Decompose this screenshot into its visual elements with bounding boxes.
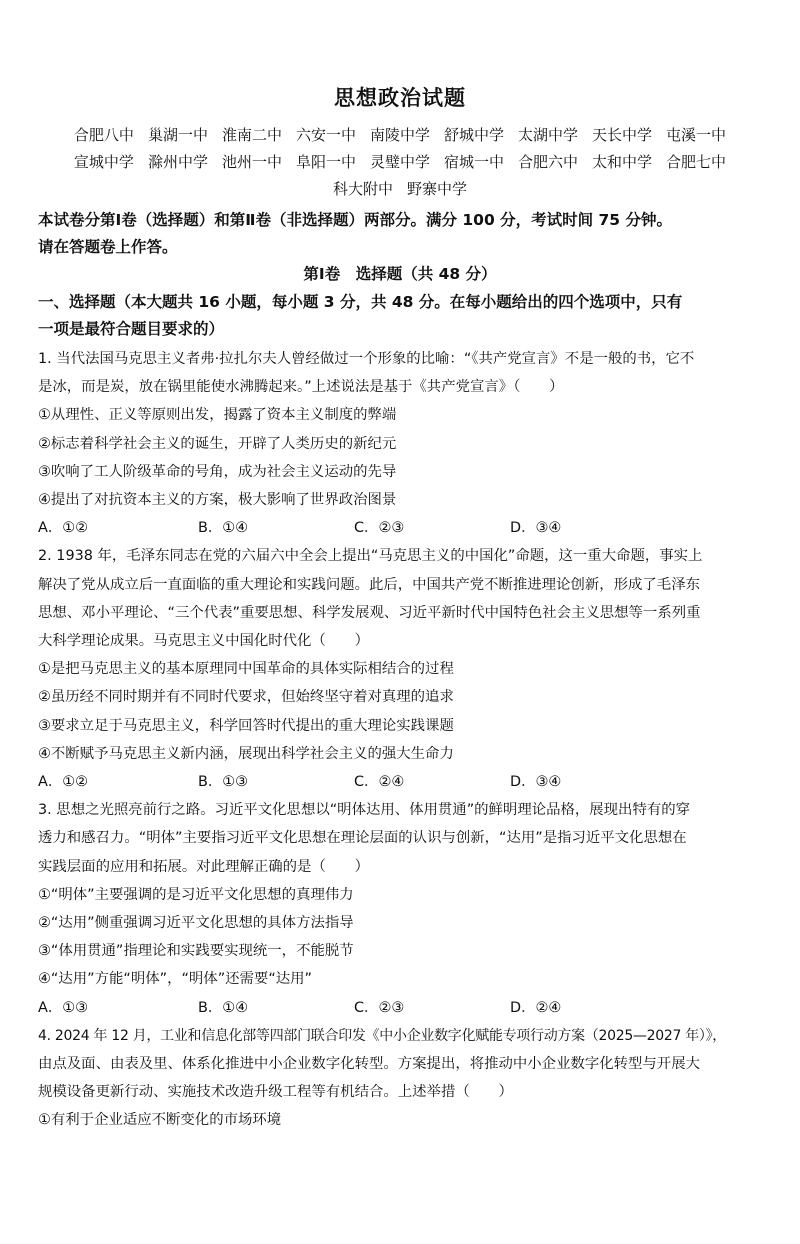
school-list	[0, 122, 800, 203]
answer-choice-b: B．①④	[198, 999, 249, 1016]
answer-choice-c: C．②③	[354, 999, 405, 1016]
answer-choice-a: A．①③	[38, 999, 89, 1016]
statement-option: ①从理性、正义等原则出发，揭露了资本主义制度的弊端	[38, 407, 397, 424]
answer-choices	[38, 768, 784, 796]
school-name: 合肥八中	[73, 126, 134, 144]
school-name: 灵璧中学	[369, 153, 430, 171]
school-name: 合肥七中	[666, 153, 727, 171]
school-name: 太湖中学	[518, 126, 579, 144]
school-name: 宣城中学	[73, 153, 134, 171]
school-row	[0, 176, 800, 203]
section-title-line: 一项是最符合题目要求的）	[38, 320, 225, 338]
answer-choices	[38, 514, 784, 542]
school-name: 屯溪一中	[666, 126, 727, 144]
question-stem-line: 由点及面、由表及里、体系化推进中小企业数字化转型。方案提出，将推动中小企业数字化转型与开展大	[38, 1056, 700, 1073]
school-name: 野寨中学	[407, 180, 468, 198]
instruction-line: 请在答题卷上作答。	[38, 238, 178, 256]
question-stem-line: 解决了党从成立后一直面临的重大理论和实践问题。此后，中国共产党不断推进理论创新，形成了毛泽东	[38, 576, 700, 593]
statement-option: ①“明体”主要强调的是习近平文化思想的真理伟力	[38, 886, 354, 903]
instruction-line: 本试卷分第Ⅰ卷（选择题）和第Ⅱ卷（非选择题）两部分。满分 100 分，考试时间 75 分钟。	[38, 211, 672, 229]
school-name: 淮南二中	[221, 126, 282, 144]
question-list	[38, 345, 784, 1135]
question-stem-line: 大科学理论成果。马克思主义中国化时代化（ ）	[38, 633, 369, 650]
statement-option: ②标志着科学社会主义的诞生，开辟了人类历史的新纪元	[38, 435, 397, 452]
section-title	[38, 289, 788, 343]
answer-choice-d: D．③④	[510, 774, 562, 791]
answer-choice-d: D．②④	[510, 999, 562, 1016]
school-name: 宿城一中	[444, 153, 505, 171]
exam-instructions	[38, 207, 788, 261]
question-4	[38, 1022, 784, 1135]
statement-option: ③要求立足于马克思主义，科学回答时代提出的重大理论实践课题	[38, 717, 454, 734]
statement-option: ④不断赋予马克思主义新内涵，展现出科学社会主义的强大生命力	[38, 745, 454, 762]
question-stem-line: 4. 2024 年 12 月，工业和信息化部等四部门联合印发《中小企业数字化赋能专项行动方案（2025—2027 年）》，	[38, 1027, 727, 1044]
question-3	[38, 796, 784, 1022]
answer-choice-a: A．①②	[38, 520, 89, 537]
question-stem-line: 透力和感召力。“明体”主要指习近平文化思想在理论层面的认识与创新，“达用”是指习近平文化思想在	[38, 830, 687, 847]
statement-option: ③吹响了工人阶级革命的号角，成为社会主义运动的先导	[38, 463, 397, 480]
school-name: 太和中学	[592, 153, 653, 171]
statement-option: ④提出了对抗资本主义的方案，极大影响了世界政治图景	[38, 492, 397, 509]
school-row	[0, 149, 800, 176]
part-title: 第Ⅰ卷 选择题（共 48 分）	[303, 265, 497, 283]
answer-choices	[38, 994, 784, 1022]
answer-choice-c: C．②③	[354, 520, 405, 537]
school-name: 合肥六中	[518, 153, 579, 171]
question-stem-line: 是冰，而是炭，放在锅里能使水沸腾起来。”上述说法是基于《共产党宣言》（ ）	[38, 379, 564, 396]
answer-choice-b: B．①④	[198, 520, 249, 537]
school-name: 舒城中学	[444, 126, 505, 144]
question-stem-line: 3. 思想之光照亮前行之路。习近平文化思想以“明体达用、体用贯通”的鲜明理论品格，展现出特有的穿	[38, 802, 691, 819]
question-stem-line: 思想、邓小平理论、“三个代表”重要思想、科学发展观、习近平新时代中国特色社会主义思想等一系列重	[38, 604, 701, 621]
answer-choice-b: B．①③	[198, 774, 249, 791]
statement-option: ①是把马克思主义的基本原理同中国革命的具体实际相结合的过程	[38, 661, 454, 678]
question-1	[38, 345, 784, 542]
school-name: 六安一中	[295, 126, 356, 144]
statement-option: ③“体用贯通”指理论和实践要实现统一，不能脱节	[38, 943, 354, 960]
question-stem-line: 实践层面的应用和拓展。对此理解正确的是（ ）	[38, 858, 369, 875]
answer-choice-d: D．③④	[510, 520, 562, 537]
school-name: 天长中学	[592, 126, 653, 144]
statement-option: ④“达用”方能“明体”，“明体”还需要“达用”	[38, 971, 313, 988]
answer-choice-a: A．①②	[38, 774, 89, 791]
answer-choice-c: C．②④	[354, 774, 405, 791]
question-2	[38, 542, 784, 796]
question-stem-line: 规模设备更新行动、实施技术改造升级工程等有机结合。上述举措（ ）	[38, 1084, 513, 1101]
page-title: 思想政治试题	[334, 86, 466, 110]
school-name: 科大附中	[332, 180, 393, 198]
school-name: 南陵中学	[369, 126, 430, 144]
statement-option: ②“达用”侧重强调习近平文化思想的具体方法指导	[38, 915, 354, 932]
school-name: 滁州中学	[147, 153, 208, 171]
school-row	[0, 122, 800, 149]
statement-option: ①有利于企业适应不断变化的市场环境	[38, 1112, 282, 1129]
school-name: 阜阳一中	[295, 153, 356, 171]
section-title-line: 一、选择题（本大题共 16 小题，每小题 3 分，共 48 分。在每小题给出的四个选项中，只有	[38, 293, 683, 311]
school-name: 巢湖一中	[147, 126, 208, 144]
question-stem-line: 1. 当代法国马克思主义者弗·拉扎尔夫人曾经做过一个形象的比喻：“《共产党宣言》不是一般的书，它不	[38, 351, 695, 367]
school-name: 池州一中	[221, 153, 282, 171]
question-stem-line: 2. 1938 年，毛泽东同志在党的六届六中全会上提出“马克思主义的中国化”命题，这一重大命题，事实上	[38, 548, 703, 565]
statement-option: ②虽历经不同时期并有不同时代要求，但始终坚守着对真理的追求	[38, 689, 454, 706]
